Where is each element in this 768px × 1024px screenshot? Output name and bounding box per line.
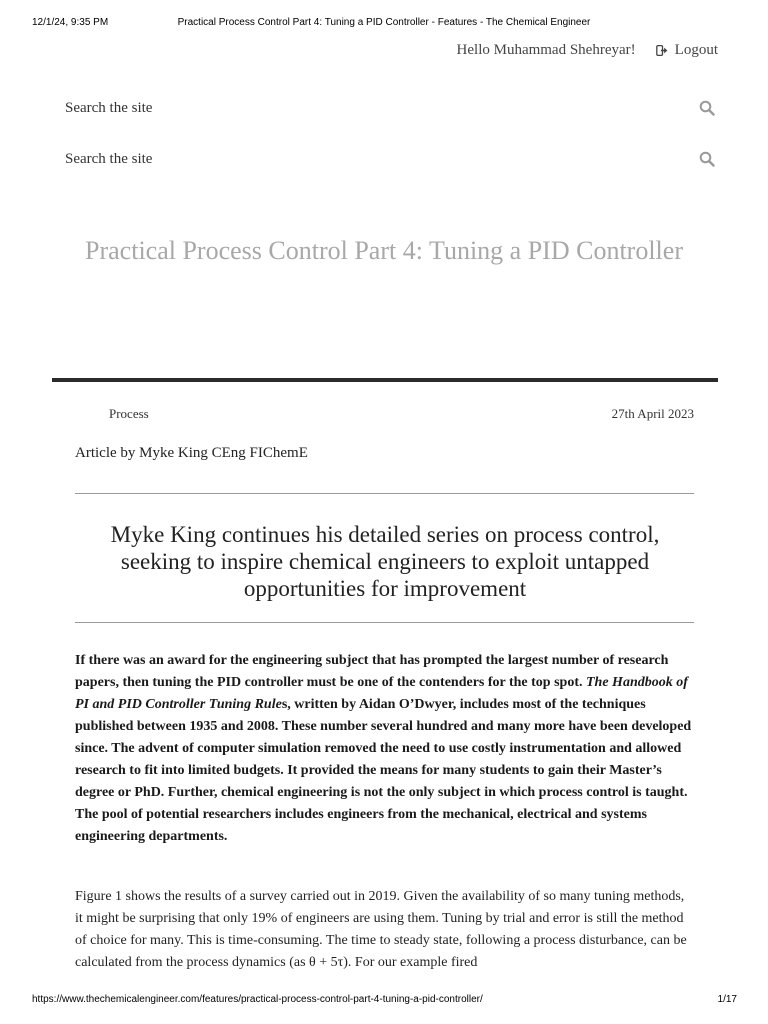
article-meta xyxy=(109,406,694,422)
body-paragraph: Figure 1 shows the results of a survey carried out in 2019. Given the availability of so many tuning methods, it might be surprising that only 19% of engineers are using them. Tuning by trial and error is still the method of choice for many. This is time-consuming. The time to steady state, following a process disturbance, can be calculated from the process dynamics (as θ + 5τ). For our example fired xyxy=(75,889,687,970)
intro-paragraph xyxy=(75,650,695,848)
print-doc-title: Practical Process Control Part 4: Tuning a PID Controller - Features - The Chemical Engineer xyxy=(177,17,591,28)
book-title: The Handbook of PI and PID Controller Tuning Rule xyxy=(75,675,688,712)
sign-out-icon xyxy=(656,44,669,57)
page-number: 1/17 xyxy=(717,994,737,1005)
page-title: Practical Process Control Part 4: Tuning a PID Controller xyxy=(85,236,683,265)
search-input[interactable]: Search the site xyxy=(65,150,153,167)
search-icon[interactable] xyxy=(699,151,715,167)
logout-label: Logout xyxy=(674,42,718,58)
divider xyxy=(75,493,694,494)
header-divider xyxy=(52,378,718,382)
user-bar xyxy=(457,42,718,59)
intro-text: s, written by Aidan O’Dwyer, includes most of the techniques published between 1935 and 2008. These number several hundred and many more have been developed since. The advent of computer simulation removed the need to use costly instrumentation and allowed research to fit into limited budgets. It provided the means for many students to gain their Master’s degree or PhD. Further, chemical engineering is not the only subject in which process control is taught. The pool of potential researchers includes engineers from the mechanical, electrical and systems engineering departments. xyxy=(75,697,692,844)
user-greeting: Hello Muhammad Shehreyar! xyxy=(456,42,636,58)
search-input[interactable]: Search the site xyxy=(65,99,153,116)
search-icon[interactable] xyxy=(699,100,715,116)
search-bar[interactable] xyxy=(65,93,715,123)
logout-link[interactable] xyxy=(656,42,718,59)
print-footer xyxy=(0,994,768,1008)
standfirst: Myke King continues his detailed series on process control, seeking to inspire chemical engineers to exploit untapped opportunities for improvement xyxy=(110,522,660,601)
category-link[interactable]: Process xyxy=(109,406,149,421)
print-datetime: 12/1/24, 9:35 PM xyxy=(32,17,109,28)
publish-date: 27th April 2023 xyxy=(611,406,694,421)
print-header xyxy=(0,0,768,40)
search-bar[interactable] xyxy=(65,144,715,174)
divider xyxy=(75,622,694,623)
intro-text: If there was an award for the engineering subject that has prompted the largest number of research papers, then tuning the PID controller must be one of the contenders for the top spot. xyxy=(75,653,669,690)
byline: Article by Myke King CEng FIChemE xyxy=(75,445,308,461)
print-url: https://www.thechemicalengineer.com/features/practical-process-control-part-4-tuning-a-pid-controller/ xyxy=(32,994,483,1005)
